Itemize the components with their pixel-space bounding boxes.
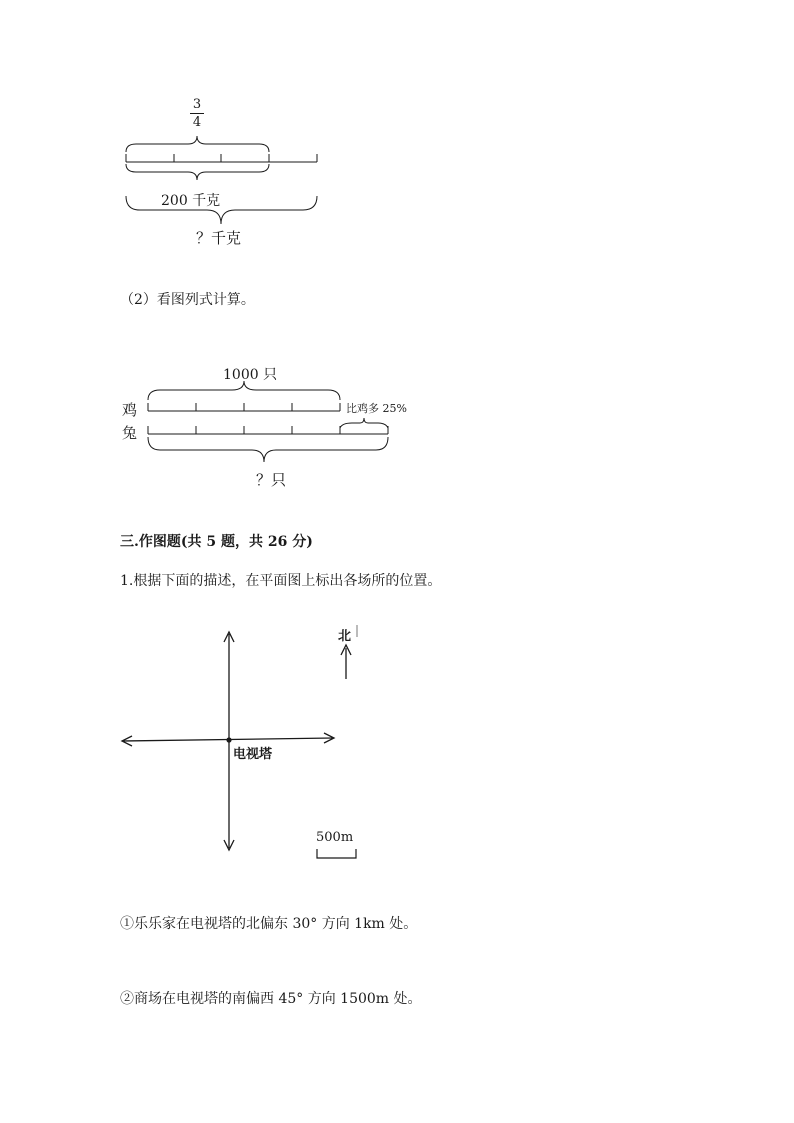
scale-bar — [317, 849, 356, 858]
item-lele-home: ①乐乐家在电视塔的北偏东 30° 方向 1km 处。 — [120, 916, 418, 932]
section3-title: 三.作图题(共 5 题，共 26 分) — [120, 534, 313, 550]
fraction-numerator: 3 — [192, 97, 202, 112]
diagram2-top-label: 1000 只 — [223, 367, 278, 383]
diagram2-total-label: ？只 — [256, 471, 287, 489]
rabbit-label: 兔 — [122, 424, 138, 442]
tv-tower-label: 电视塔 — [233, 747, 273, 762]
item-mall: ②商场在电视塔的南偏西 45° 方向 1500m 处。 — [120, 991, 422, 1007]
fraction-denominator: 4 — [192, 115, 202, 130]
more-percent-label: 比鸡多 25% — [346, 402, 407, 415]
north-label: 北 — [338, 629, 352, 644]
tv-tower-point — [226, 737, 231, 742]
diagram1-known-label: 200 千克 — [161, 193, 221, 209]
question2-prompt: （2）看图列式计算。 — [120, 292, 255, 308]
section3-q1-prompt: 1.根据下面的描述，在平面图上标出各场所的位置。 — [120, 573, 442, 589]
diagram1-total-label: ？千克 — [196, 229, 242, 247]
scale-label: 500m — [316, 830, 354, 845]
chicken-label: 鸡 — [122, 401, 138, 419]
